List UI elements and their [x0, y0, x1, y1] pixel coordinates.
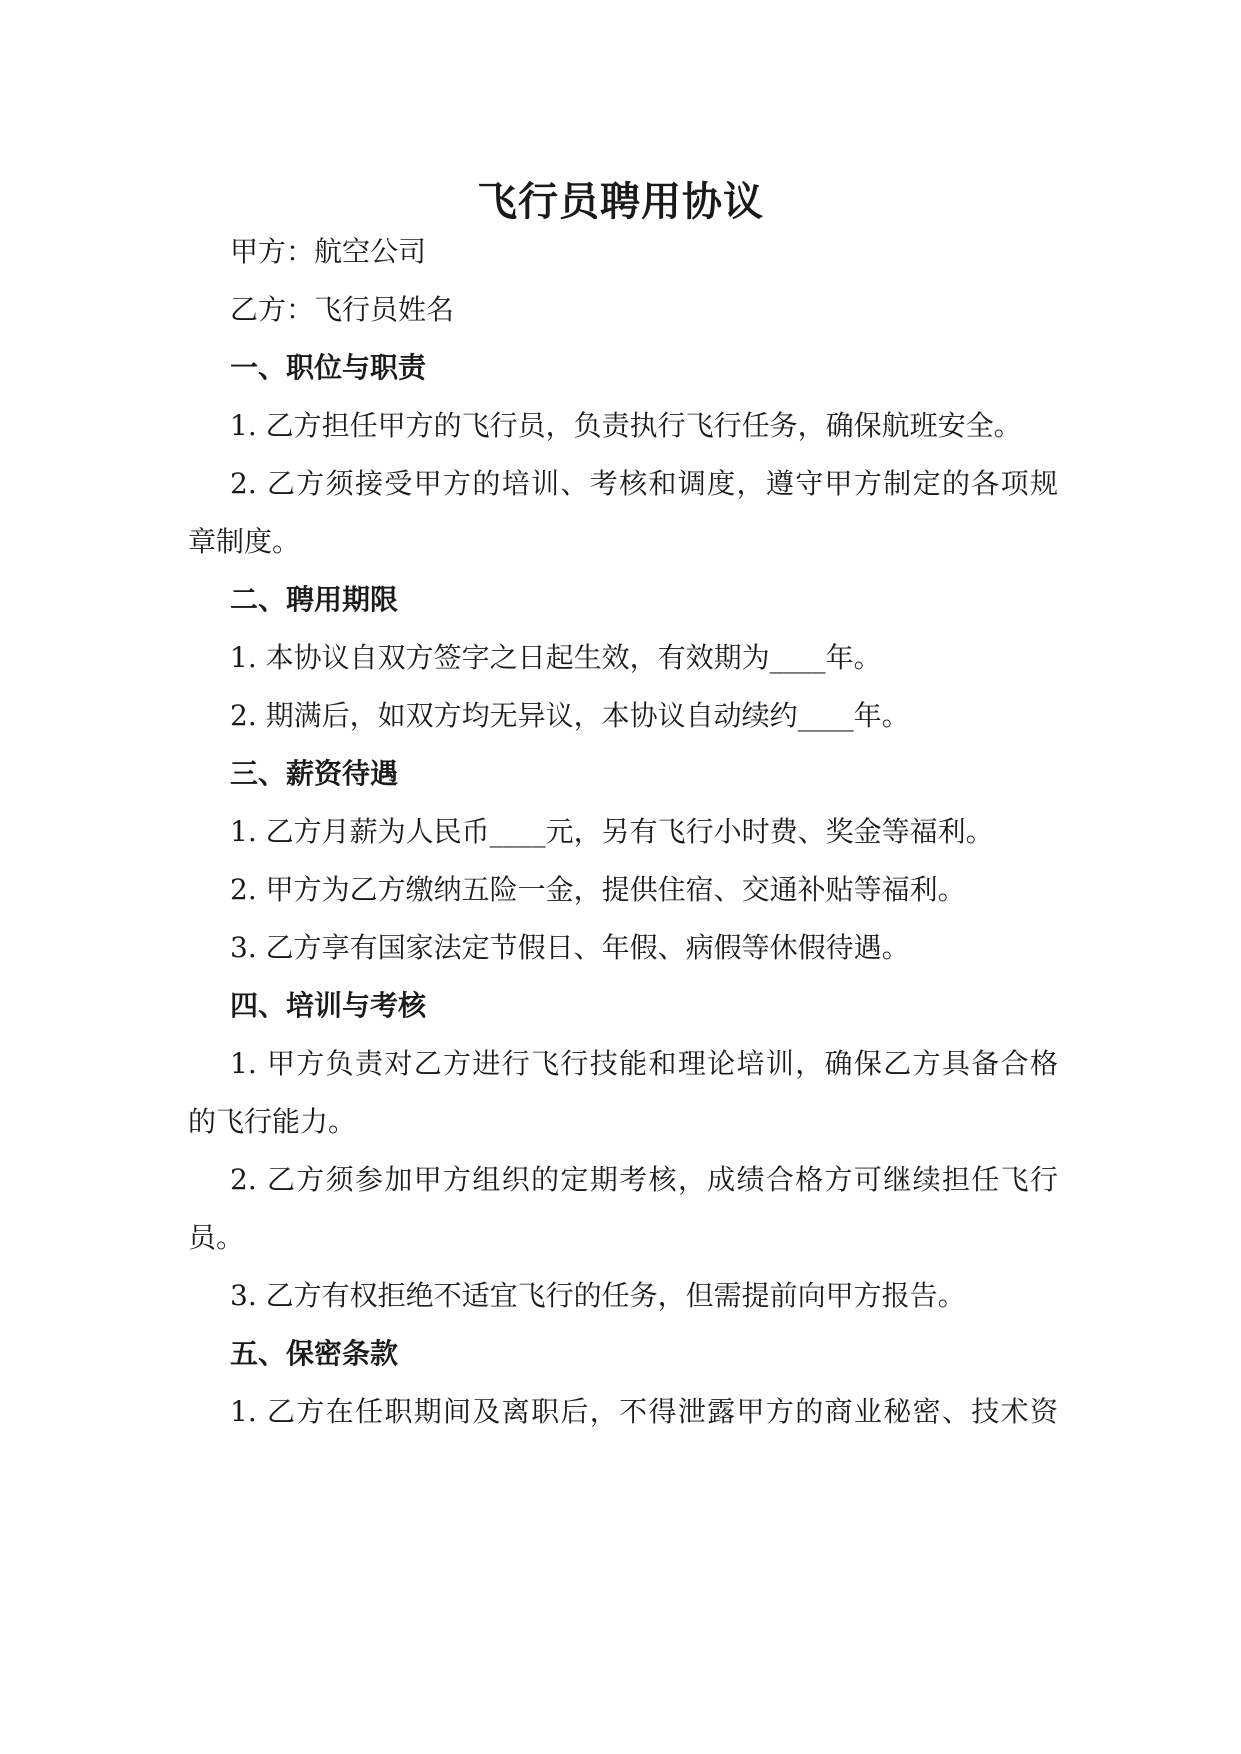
clause-4-2-line2: 员。 — [188, 1221, 245, 1254]
clause-4-1-line1: 1. 甲方负责对乙方进行飞行技能和理论培训，确保乙方具备合格 — [230, 1047, 1058, 1080]
clause-1-1: 1. 乙方担任甲方的飞行员，负责执行飞行任务，确保航班安全。 — [230, 409, 1022, 442]
clause-3-2: 2. 甲方为乙方缴纳五险一金，提供住宿、交通补贴等福利。 — [230, 873, 966, 906]
clause-1-2-line1: 2. 乙方须接受甲方的培训、考核和调度，遵守甲方制定的各项规 — [230, 467, 1058, 500]
clause-2-1: 1. 本协议自双方签字之日起生效，有效期为____年。 — [230, 641, 882, 674]
clause-4-1-line2: 的飞行能力。 — [188, 1105, 357, 1138]
section-heading-2: 二、聘用期限 — [230, 583, 399, 616]
clause-1-2-line2: 章制度。 — [188, 525, 301, 558]
section-heading-4: 四、培训与考核 — [230, 989, 427, 1022]
party-a: 甲方：航空公司 — [230, 235, 427, 268]
clause-3-3: 3. 乙方享有国家法定节假日、年假、病假等休假待遇。 — [230, 931, 910, 964]
clause-5-1-line1: 1. 乙方在任职期间及离职后，不得泄露甲方的商业秘密、技术资 — [230, 1395, 1058, 1428]
section-heading-3: 三、薪资待遇 — [230, 757, 399, 790]
clause-3-1: 1. 乙方月薪为人民币____元，另有飞行小时费、奖金等福利。 — [230, 815, 994, 848]
section-heading-1: 一、职位与职责 — [230, 351, 427, 384]
party-b: 乙方：飞行员姓名 — [230, 293, 455, 326]
clause-4-3: 3. 乙方有权拒绝不适宜飞行的任务，但需提前向甲方报告。 — [230, 1279, 966, 1312]
clause-4-2-line1: 2. 乙方须参加甲方组织的定期考核，成绩合格方可继续担任飞行 — [230, 1163, 1058, 1196]
clause-2-2: 2. 期满后，如双方均无异议，本协议自动续约____年。 — [230, 699, 910, 732]
section-heading-5: 五、保密条款 — [230, 1337, 399, 1370]
document-title: 飞行员聘用协议 — [477, 179, 764, 225]
